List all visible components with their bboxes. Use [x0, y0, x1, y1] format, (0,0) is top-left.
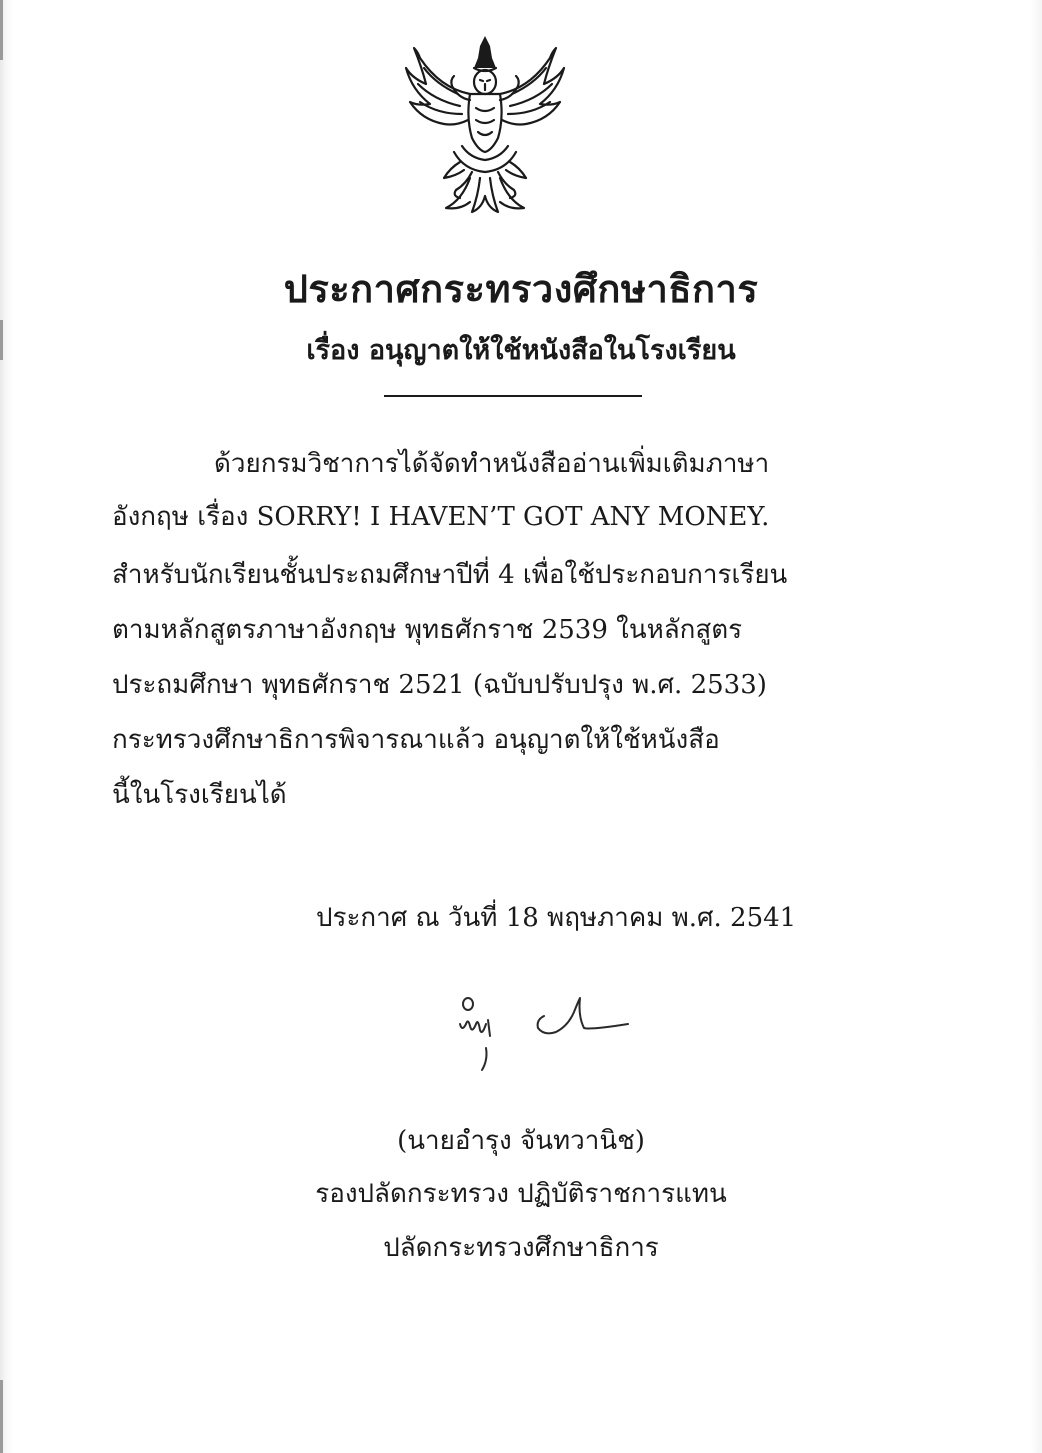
title-divider [384, 395, 642, 397]
body-line: ประถมศึกษา พุทธศักราช 2521 (ฉบับปรับปรุง พ.ศ. 2533) [112, 670, 767, 700]
body-line: นี้ในโรงเรียนได้ [112, 780, 287, 810]
body-line: อังกฤษ เรื่อง SORRY! I HAVEN’T GOT ANY MONEY. [112, 502, 770, 532]
garuda-emblem-icon [400, 28, 570, 218]
binding-edge [0, 0, 3, 60]
document-subject: เรื่อง อนุญาตให้ใช้หนังสือในโรงเรียน [306, 335, 736, 366]
signer-name: (นายอำรุง จันทวานิช) [397, 1126, 645, 1156]
announcement-date: ประกาศ ณ วันที่ 18 พฤษภาคม พ.ศ. 2541 [316, 903, 797, 933]
body-line: กระทรวงศึกษาธิการพิจารณาแล้ว อนุญาตให้ใช้หนังสือ [112, 725, 720, 755]
binding-edge [0, 1380, 3, 1453]
body-line: สำหรับนักเรียนชั้นประถมศึกษาปีที่ 4 เพื่อใช้ประกอบการเรียน [112, 560, 788, 590]
signer-position-organization: ปลัดกระทรวงศึกษาธิการ [383, 1233, 659, 1263]
signer-position: รองปลัดกระทรวง ปฏิบัติราชการแทน [315, 1179, 727, 1209]
handwritten-signature [452, 990, 642, 1082]
body-line: ตามหลักสูตรภาษาอังกฤษ พุทธศักราช 2539 ในหลักสูตร [112, 615, 743, 645]
body-line: ด้วยกรมวิชาการได้จัดทำหนังสืออ่านเพิ่มเติมภาษา [214, 449, 770, 479]
document-title: ประกาศกระทรวงศึกษาธิการ [283, 266, 759, 311]
